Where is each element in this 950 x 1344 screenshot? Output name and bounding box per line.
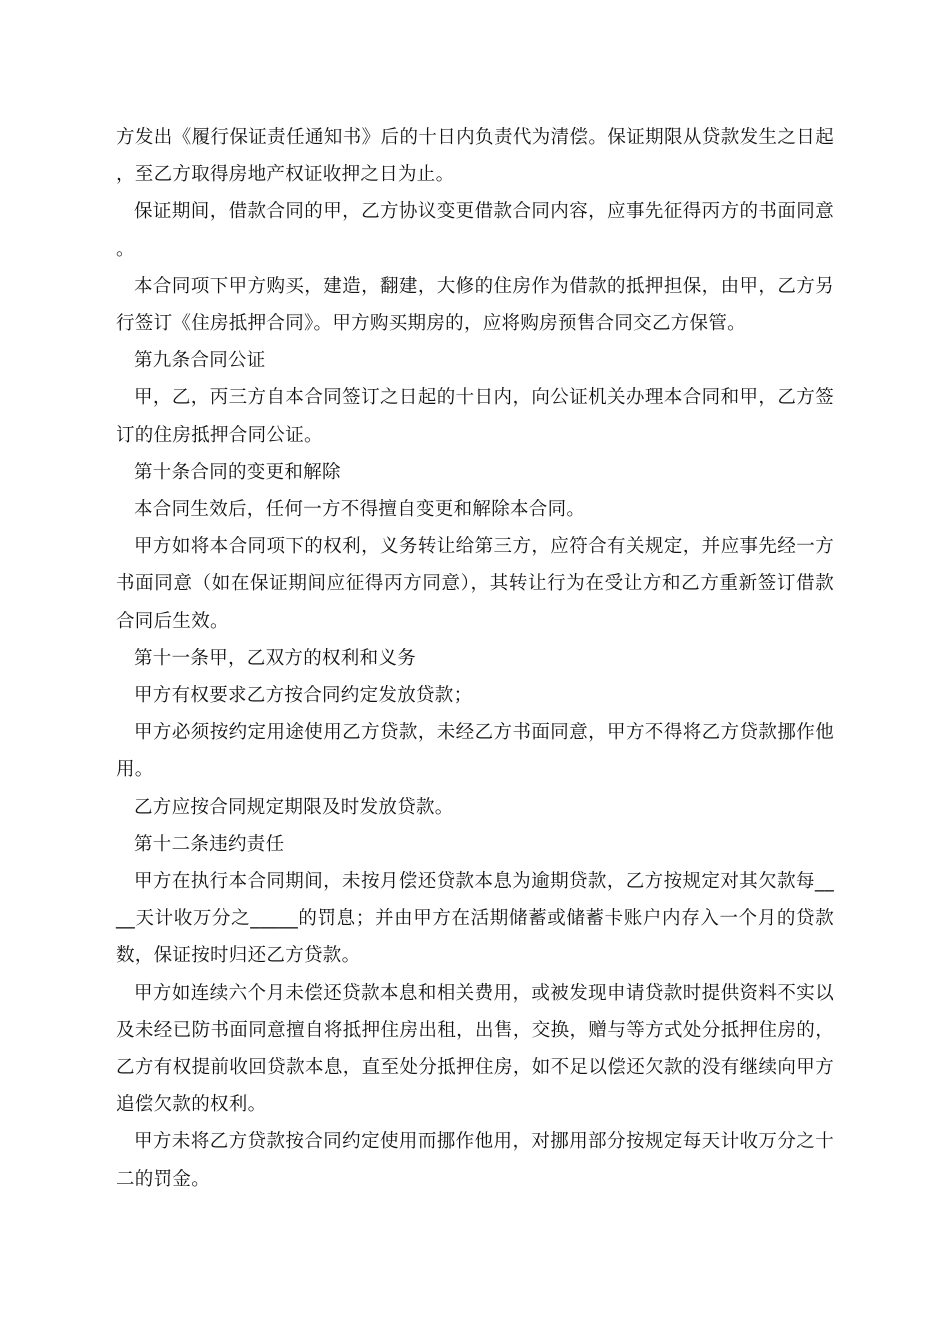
paragraph-misuse-fine: 甲方未将乙方贷款按合同约定使用而挪作他用，对挪用部分按规定每天计收万分之十二的罚金。 (116, 1131, 834, 1190)
article-12-heading: 第十二条违约责任 (134, 833, 285, 855)
paragraph-early-recall: 甲方如连续六个月未偿还贷款本息和相关费用，或被发现申请贷款时提供资料不实以及未经已防书面同意擅自将抵押住房出租，出售，交换，赠与等方式处分抵押住房的，乙方有权提前收回贷款本息，直至处分抵押住房，如不足以偿还欠款的没有继续向甲方追偿欠款的权利。 (116, 982, 834, 1116)
article-10-heading: 第十条合同的变更和解除 (134, 461, 341, 483)
paragraph-mortgage-collateral: 本合同项下甲方购买，建造，翻建，大修的住房作为借款的抵押担保，由甲，乙方另行签订《住房抵押合同》。甲方购买期房的，应将购房预售合同交乙方保管。 (116, 275, 834, 335)
paragraph-guarantee-notice: 方发出《履行保证责任通知书》后的十日内负责代为清偿。保证期限从贷款发生之日起，至乙方取得房地产权证收押之日为止。 (116, 127, 834, 186)
article-9-heading: 第九条合同公证 (134, 350, 266, 372)
paragraph-transfer-rights: 甲方如将本合同项下的权利，义务转让给第三方，应符合有关规定，并应事先经一方书面同意（如在保证期间应征得丙方同意），其转让行为在受让方和乙方重新签订借款合同后生效。 (116, 536, 834, 632)
paragraph-loan-usage: 甲方必须按约定用途使用乙方贷款，未经乙方书面同意，甲方不得将乙方贷款挪作他用。 (116, 722, 834, 781)
paragraph-notarization: 甲，乙，丙三方自本合同签订之日起的十日内，向公证机关办理本合同和甲，乙方签订的住房抵押合同公证。 (116, 387, 834, 446)
paragraph-guarantee-period: 保证期间，借款合同的甲，乙方协议变更借款合同内容，应事先征得丙方的书面同意。 (116, 201, 834, 260)
document-body (116, 119, 834, 1198)
paragraph-timely-disbursement: 乙方应按合同规定期限及时发放贷款。 (134, 796, 454, 818)
paragraph-right-to-loan: 甲方有权要求乙方按合同约定发放贷款； (134, 685, 473, 707)
article-11-heading: 第十一条甲，乙双方的权利和义务 (134, 647, 417, 669)
paragraph-overdue-penalty: 甲方在执行本合同期间，未按月偿还贷款本息为逾期贷款，乙方按规定对其欠款每____天计收万分之_____的罚息；并由甲方在活期储蓄或储蓄卡账户内存入一个月的贷款数，保证按时归还乙方贷款。 (116, 871, 834, 967)
paragraph-no-unilateral-change: 本合同生效后，任何一方不得擅自变更和解除本合同。 (134, 499, 586, 521)
